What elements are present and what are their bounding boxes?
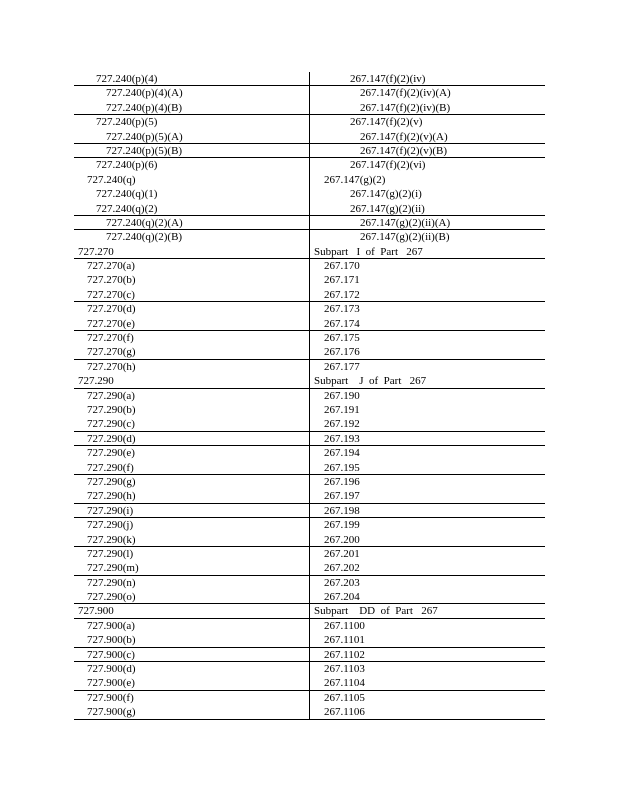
part-267-citation: 267.147(g)(2)(ii)(A) xyxy=(360,216,451,229)
part-727-citation: 727.240(q)(2)(A) xyxy=(106,216,183,229)
part-267-citation: 267.1101 xyxy=(324,634,365,647)
part-267-citation: 267.147(f)(2)(v)(A) xyxy=(360,130,448,143)
part-727-citation: 727.270 xyxy=(78,245,114,258)
part-727-citation: 727.240(p)(6) xyxy=(96,159,158,172)
part-267-citation: 267.203 xyxy=(324,576,360,589)
part-267-citation: 267.173 xyxy=(324,303,360,316)
part-727-citation: 727.290(d) xyxy=(87,432,136,445)
part-727-citation: 727.900(c) xyxy=(87,648,135,661)
part-267-citation: 267.198 xyxy=(324,504,360,517)
part-267-citation: 267.191 xyxy=(324,403,360,416)
part-267-citation: 267.202 xyxy=(324,562,360,575)
part-267-citation: 267.200 xyxy=(324,533,360,546)
part-727-citation: 727.290(j) xyxy=(87,519,134,532)
part-267-citation: 267.147(g)(2)(ii)(B) xyxy=(360,231,450,244)
part-727-citation: 727.240(p)(4)(B) xyxy=(106,101,183,114)
part-727-citation: 727.900(g) xyxy=(87,706,136,719)
part-267-citation: 267.190 xyxy=(324,389,360,402)
part-267-citation: 267.147(f)(2)(v) xyxy=(350,116,423,129)
part-727-citation: 727.900(e) xyxy=(87,677,135,690)
part-727-citation: 727.240(q)(2) xyxy=(96,202,158,215)
part-267-citation: 267.204 xyxy=(324,591,360,604)
part-727-citation: 727.270(b) xyxy=(87,274,136,287)
part-727-citation: 727.240(p)(5)(A) xyxy=(106,130,183,143)
part-267-citation: 267.199 xyxy=(324,519,360,532)
part-267-citation: 267.147(f)(2)(iv) xyxy=(350,73,426,85)
part-267-citation: 267.147(g)(2) xyxy=(324,173,386,186)
part-267-citation: Subpart DD of Part 267 xyxy=(314,605,438,618)
part-727-citation: 727.270(e) xyxy=(87,317,135,330)
part-267-citation: 267.1100 xyxy=(324,619,365,632)
part-267-citation: 267.197 xyxy=(324,490,360,503)
part-727-citation: 727.240(q)(1) xyxy=(96,188,158,201)
part-727-citation: 727.290(g) xyxy=(87,475,136,488)
part-267-citation: 267.147(f)(2)(iv)(A) xyxy=(360,87,451,100)
part-267-citation: 267.196 xyxy=(324,475,360,488)
part-727-citation: 727.290(n) xyxy=(87,576,136,589)
part-727-citation: 727.270(d) xyxy=(87,303,136,316)
column-divider xyxy=(309,72,310,720)
part-267-citation: Subpart J of Part 267 xyxy=(314,375,427,388)
part-267-citation: 267.1104 xyxy=(324,677,365,690)
part-727-citation: 727.240(q)(2)(B) xyxy=(106,231,183,244)
part-267-citation: 267.175 xyxy=(324,332,360,345)
part-727-citation: 727.290(h) xyxy=(87,490,136,503)
part-267-citation: 267.147(f)(2)(vi) xyxy=(350,159,426,172)
part-267-citation: 267.172 xyxy=(324,288,360,301)
part-267-citation: 267.1102 xyxy=(324,648,365,661)
part-727-citation: 727.270(h) xyxy=(87,360,136,373)
part-267-citation: 267.171 xyxy=(324,274,360,287)
part-267-citation: 267.176 xyxy=(324,346,360,359)
part-727-citation: 727.240(p)(4) xyxy=(96,73,158,85)
part-727-citation: 727.900 xyxy=(78,605,114,618)
part-267-citation: 267.147(g)(2)(i) xyxy=(350,188,422,201)
part-727-citation: 727.240(p)(4)(A) xyxy=(106,87,183,100)
part-267-citation: 267.147(f)(2)(iv)(B) xyxy=(360,101,451,114)
part-267-citation: 267.193 xyxy=(324,432,360,445)
part-727-citation: 727.270(c) xyxy=(87,288,135,301)
part-727-citation: 727.290 xyxy=(78,375,114,388)
part-727-citation: 727.290(f) xyxy=(87,461,134,474)
part-267-citation: 267.1105 xyxy=(324,691,365,704)
part-727-citation: 727.270(a) xyxy=(87,260,135,273)
part-267-citation: Subpart I of Part 267 xyxy=(314,245,423,258)
part-727-citation: 727.270(f) xyxy=(87,332,134,345)
part-267-citation: 267.192 xyxy=(324,418,360,431)
part-267-citation: 267.177 xyxy=(324,360,360,373)
part-267-citation: 267.194 xyxy=(324,447,360,460)
part-727-citation: 727.290(i) xyxy=(87,504,134,517)
part-727-citation: 727.270(g) xyxy=(87,346,136,359)
part-727-citation: 727.290(c) xyxy=(87,418,135,431)
part-267-citation: 267.1106 xyxy=(324,706,365,719)
part-267-citation: 267.147(g)(2)(ii) xyxy=(350,202,425,215)
part-727-citation: 727.290(l) xyxy=(87,547,134,560)
part-727-citation: 727.240(q) xyxy=(87,173,136,186)
part-727-citation: 727.290(a) xyxy=(87,389,135,402)
part-727-citation: 727.900(f) xyxy=(87,691,134,704)
part-267-citation: 267.174 xyxy=(324,317,360,330)
part-727-citation: 727.240(p)(5) xyxy=(96,116,158,129)
part-727-citation: 727.290(b) xyxy=(87,403,136,416)
part-727-citation: 727.290(o) xyxy=(87,591,136,604)
part-267-citation: 267.201 xyxy=(324,547,360,560)
part-727-citation: 727.290(k) xyxy=(87,533,136,546)
part-267-citation: 267.170 xyxy=(324,260,360,273)
part-727-citation: 727.900(d) xyxy=(87,663,136,676)
part-267-citation: 267.195 xyxy=(324,461,360,474)
part-727-citation: 727.900(b) xyxy=(87,634,136,647)
part-727-citation: 727.240(p)(5)(B) xyxy=(106,144,183,157)
part-727-citation: 727.290(m) xyxy=(87,562,139,575)
part-267-citation: 267.147(f)(2)(v)(B) xyxy=(360,144,448,157)
part-267-citation: 267.1103 xyxy=(324,663,365,676)
part-727-citation: 727.290(e) xyxy=(87,447,135,460)
part-727-citation: 727.900(a) xyxy=(87,619,135,632)
